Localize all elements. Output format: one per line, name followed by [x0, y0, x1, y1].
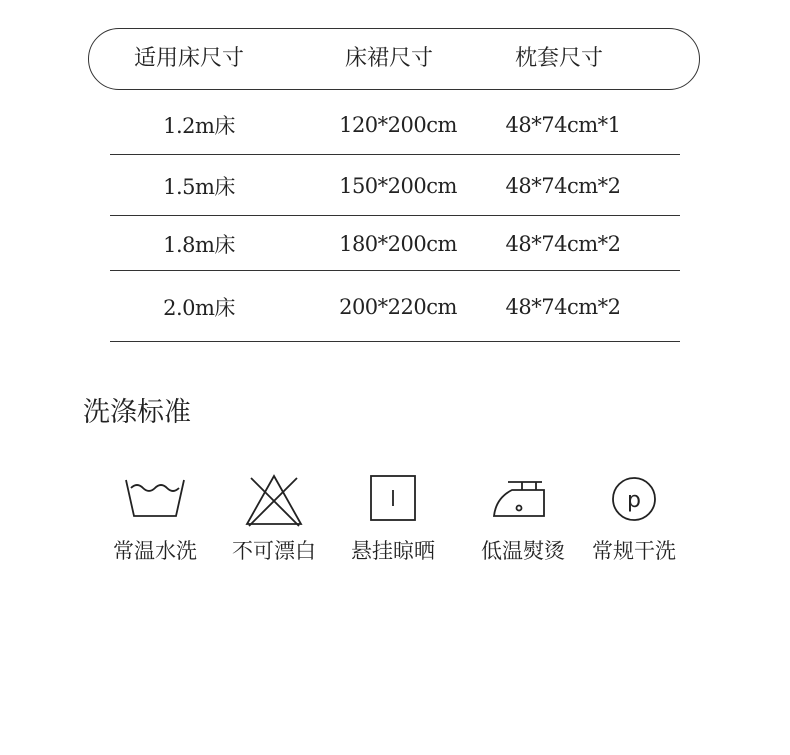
bed-size-cell: 1.2m床	[163, 113, 235, 138]
care-item	[463, 470, 583, 580]
care-label: 常规干洗	[592, 539, 676, 563]
svg-text:p: p	[627, 488, 641, 513]
pillowcase-cell: 48*74cm*2	[505, 231, 621, 256]
pillowcase-cell: 48*74cm*1	[505, 112, 621, 137]
pillowcase-cell: 48*74cm*2	[505, 173, 621, 198]
care-label: 常温水洗	[113, 539, 197, 563]
care-label: 悬挂晾晒	[351, 539, 435, 563]
bed-size-cell: 2.0m床	[163, 295, 235, 320]
bed-size-cell: 1.8m床	[163, 232, 235, 257]
table-row	[110, 156, 680, 216]
table-row	[110, 217, 680, 271]
size-table	[0, 0, 790, 360]
bed-skirt-cell: 200*220cm	[339, 294, 457, 319]
care-item	[214, 470, 334, 580]
low-iron-icon	[488, 470, 558, 530]
wash-tub-icon	[120, 470, 190, 530]
bed-skirt-cell: 180*200cm	[339, 231, 457, 256]
header-bed-skirt-size: 床裙尺寸	[344, 46, 433, 71]
bed-skirt-cell: 120*200cm	[339, 112, 457, 137]
no-bleach-icon	[239, 470, 309, 530]
care-item	[95, 470, 215, 580]
header-pillowcase-size: 枕套尺寸	[514, 46, 603, 71]
pillowcase-cell: 48*74cm*2	[505, 294, 621, 319]
line-dry-icon	[358, 470, 428, 530]
care-item	[333, 470, 453, 580]
header-bed-size: 适用床尺寸	[133, 46, 244, 71]
care-label: 低温熨烫	[481, 539, 565, 563]
table-header	[88, 28, 700, 90]
table-row	[110, 95, 680, 155]
bed-skirt-cell: 150*200cm	[339, 173, 457, 198]
bed-size-cell: 1.5m床	[163, 174, 235, 199]
care-label: 不可漂白	[232, 539, 316, 563]
dry-clean-p-icon	[599, 470, 669, 530]
table-row	[110, 272, 680, 342]
wash-title: 洗涤标准	[83, 397, 191, 428]
care-item	[574, 470, 694, 580]
